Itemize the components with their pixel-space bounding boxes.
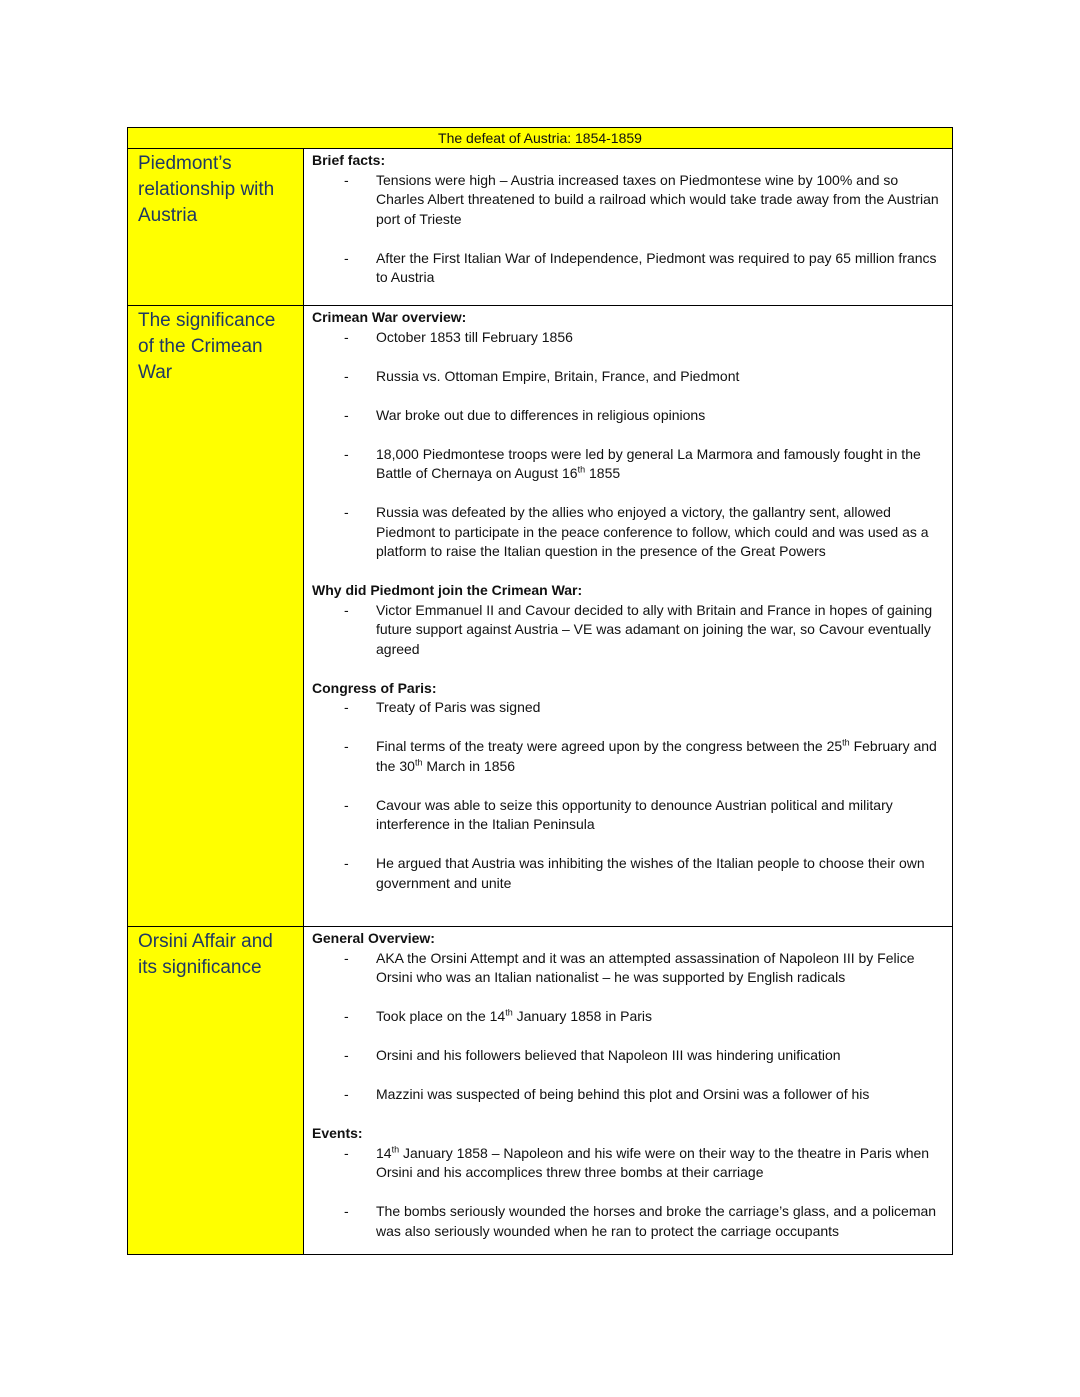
list-item: - The bombs seriously wounded the horses and broke the carriage’s glass, and a policeman was also seriously wounded when he ran to protect the carriage occupants	[312, 1202, 944, 1241]
row-label: Orsini Affair and its significance	[128, 927, 304, 1254]
list-item: - Took place on the 14th January 1858 in Paris	[312, 1007, 944, 1027]
bullet-list	[312, 698, 944, 893]
list-item: - Orsini and his followers believed that Napoleon III was hindering unification	[312, 1046, 944, 1066]
section-heading: Congress of Paris:	[312, 679, 437, 696]
table-row	[128, 305, 952, 926]
list-item: - 18,000 Piedmontese troops were led by general La Marmora and famously fought in the Battle of Chernaya on August 16th 1855	[312, 445, 944, 484]
bullet-list	[312, 328, 944, 562]
table-row	[128, 926, 952, 1254]
bullet-list	[312, 1144, 944, 1242]
list-item: - War broke out due to differences in religious opinions	[312, 406, 944, 426]
table-title: The defeat of Austria: 1854-1859	[128, 128, 952, 149]
list-item: - He argued that Austria was inhibiting the wishes of the Italian people to choose their own government and unite	[312, 854, 944, 893]
list-item: - Mazzini was suspected of being behind this plot and Orsini was a follower of his	[312, 1085, 944, 1105]
list-item: - Russia was defeated by the allies who enjoyed a victory, the gallantry sent, allowed Piedmont to participate in the peace conference to follow, which could and was used as a platform to raise the Italian question in the presence of the Great Powers	[312, 503, 944, 562]
table-row	[128, 149, 952, 305]
list-item: - Tensions were high – Austria increased taxes on Piedmontese wine by 100% and so Charles Albert threatened to build a railroad which would take trade away from the Austrian port of Trieste	[312, 171, 944, 230]
bullet-list	[312, 171, 944, 288]
row-content	[304, 306, 952, 926]
list-item: - Treaty of Paris was signed	[312, 698, 944, 718]
list-item: - Victor Emmanuel II and Cavour decided to ally with Britain and France in hopes of gaining future support against Austria – VE was adamant on joining the war, so Cavour eventually agreed	[312, 601, 944, 660]
bullet-list	[312, 601, 944, 660]
list-item: - Cavour was able to seize this opportunity to denounce Austrian political and military interference in the Italian Peninsula	[312, 796, 944, 835]
row-content	[304, 149, 952, 305]
list-item: - Final terms of the treaty were agreed upon by the congress between the 25th February and the 30th March in 1856	[312, 737, 944, 776]
section-heading: Events:	[312, 1125, 363, 1141]
row-label: The significance of the Crimean War	[128, 306, 304, 926]
list-item: - October 1853 till February 1856	[312, 328, 944, 348]
row-label: Piedmont’s relationship with Austria	[128, 149, 304, 305]
list-item: - AKA the Orsini Attempt and it was an attempted assassination of Napoleon III by Felice Orsini who was an Italian nationalist – he was supported by English radicals	[312, 949, 944, 988]
section-heading: General Overview:	[312, 930, 435, 946]
list-item: - After the First Italian War of Independence, Piedmont was required to pay 65 million francs to Austria	[312, 249, 944, 288]
list-item: - 14th January 1858 – Napoleon and his wife were on their way to the theatre in Paris when Orsini and his accomplices threw three bombs at their carriage	[312, 1144, 944, 1183]
section-heading: Why did Piedmont join the Crimean War:	[312, 582, 583, 598]
section-heading: Crimean War overview:	[312, 309, 467, 325]
bullet-list	[312, 949, 944, 1105]
section-heading: Brief facts:	[312, 152, 386, 168]
notes-table	[127, 127, 953, 1255]
row-content	[304, 927, 952, 1254]
list-item: - Russia vs. Ottoman Empire, Britain, France, and Piedmont	[312, 367, 944, 387]
